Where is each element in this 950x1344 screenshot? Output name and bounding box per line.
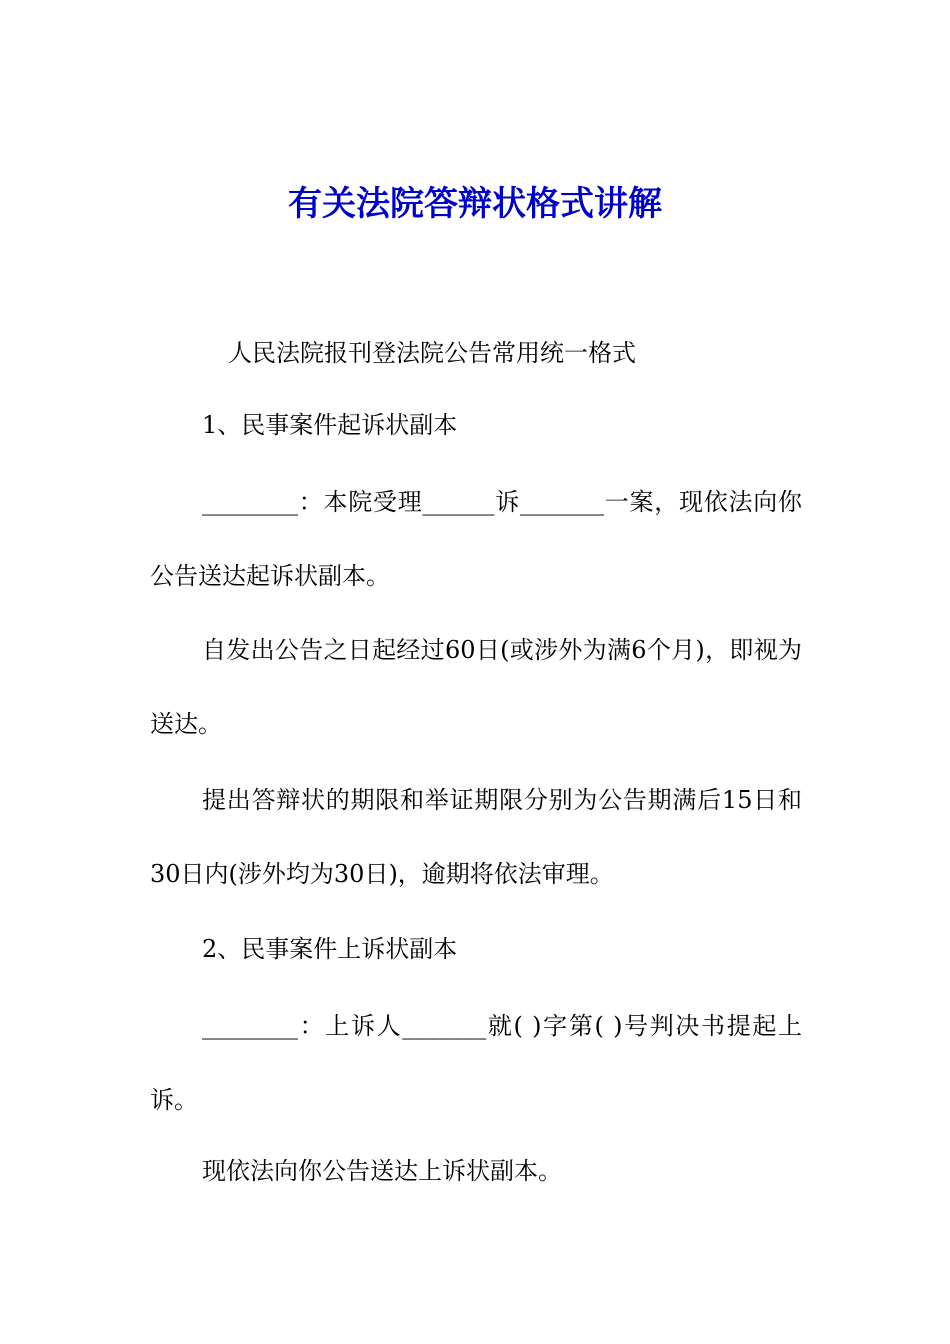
paragraph-complaint-notice: ________：本院受理______诉_______一案，现依法向你公告送达起诉状副本。 <box>150 488 802 590</box>
paragraph-heading-appeal-copy: 2、民事案件上诉状副本 <box>202 935 458 963</box>
paragraph-appeal-notice: ________：上诉人_______就( )字第( )号判决书提起上诉。 <box>150 1012 802 1114</box>
paragraph-appeal-service: 现依法向你公告送达上诉状副本。 <box>202 1157 562 1185</box>
paragraph-defense-deadline: 提出答辩状的期限和举证期限分别为公告期满后15日和30日内(涉外均为30日)，逾期将依法审理。 <box>150 786 802 888</box>
paragraph-announcement-format: 人民法院报刊登法院公告常用统一格式 <box>228 339 636 367</box>
paragraph-heading-complaint-copy: 1、民事案件起诉状副本 <box>202 411 458 439</box>
document-title: 有关法院答辩状格式讲解 <box>288 184 662 224</box>
paragraph-service-period: 自发出公告之日起经过60日(或涉外为满6个月)，即视为送达。 <box>150 636 802 738</box>
